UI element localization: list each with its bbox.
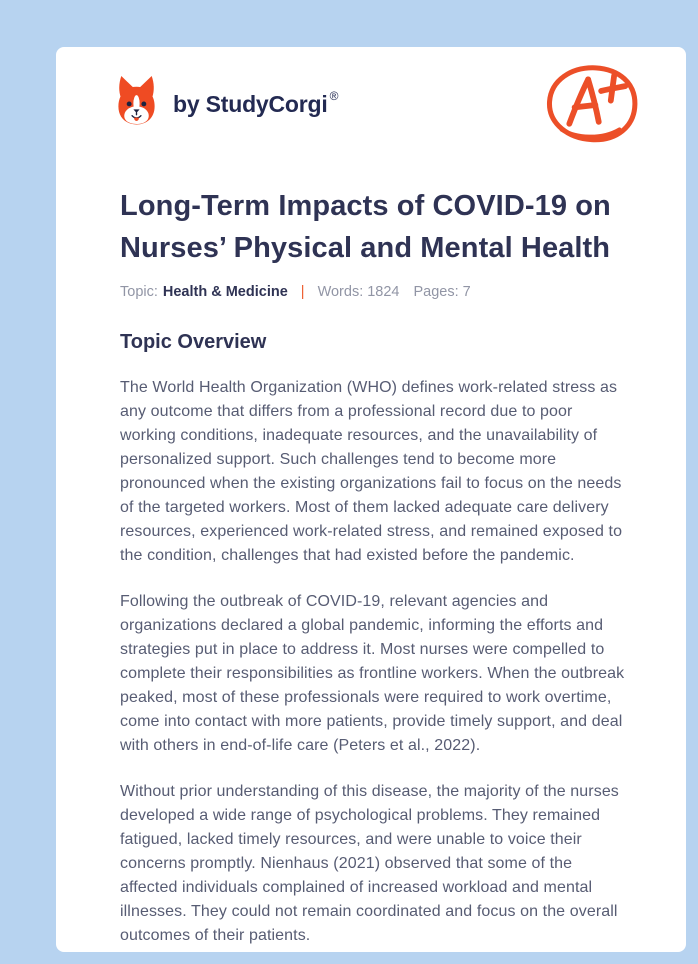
- page-title: Long-Term Impacts of COVID-19 on Nurses’ Physical and Mental Health: [120, 190, 611, 264]
- a-plus-badge-icon: [543, 63, 640, 144]
- words-count: Words: 1824: [317, 284, 400, 300]
- registered-mark: ®: [329, 88, 339, 103]
- pages-count: Pages: 7: [413, 284, 471, 300]
- paragraph-3: Without prior understanding of this disease, the majority of the nurses developed a wide range of psychological problems. They remained fatigued, lacked timely resources, and were unable to voice their concerns promptly. Nienhaus (2021) observed that some of the affected individuals complained of increased workload and mental illnesses. They could not remain coordinated and focus on the overall outcomes of their patients.: [120, 783, 619, 944]
- topic-label: Topic:: [120, 284, 158, 300]
- paragraph-2: Following the outbreak of COVID-19, relevant agencies and organizations declared a global pandemic, informing the efforts and strategies put in place to address it. Most nurses were compelled to complete their responsibilities as frontline workers. When the outbreak peaked, most of these professionals were required to work overtime, come into contact with more patients, provide timely support, and deal with others in end-of-life care (Peters et al., 2022).: [120, 593, 625, 754]
- topic-value: Health & Medicine: [162, 284, 288, 300]
- article-body: [56, 185, 686, 948]
- article-meta: [120, 284, 632, 300]
- corgi-icon: [113, 75, 160, 132]
- section-heading: Topic Overview: [120, 331, 267, 353]
- meta-separator: |: [300, 284, 305, 300]
- paragraph-1: The World Health Organization (WHO) defines work-related stress as any outcome that differs from a professional record due to poor working conditions, inadequate resources, and the unavailability of personalized support. Such challenges tend to become more pronounced when the existing organizations fail to focus on the needs of the targeted workers. Most of them lacked adequate care delivery resources, experienced work-related stress, and remained exposed to the condition, challenges that had existed before the pandemic.: [120, 379, 623, 564]
- logo-text: by StudyCorgi ®: [173, 88, 339, 117]
- document-card: [56, 47, 686, 952]
- studycorgi-logo: [113, 75, 338, 132]
- card-header: [56, 47, 686, 143]
